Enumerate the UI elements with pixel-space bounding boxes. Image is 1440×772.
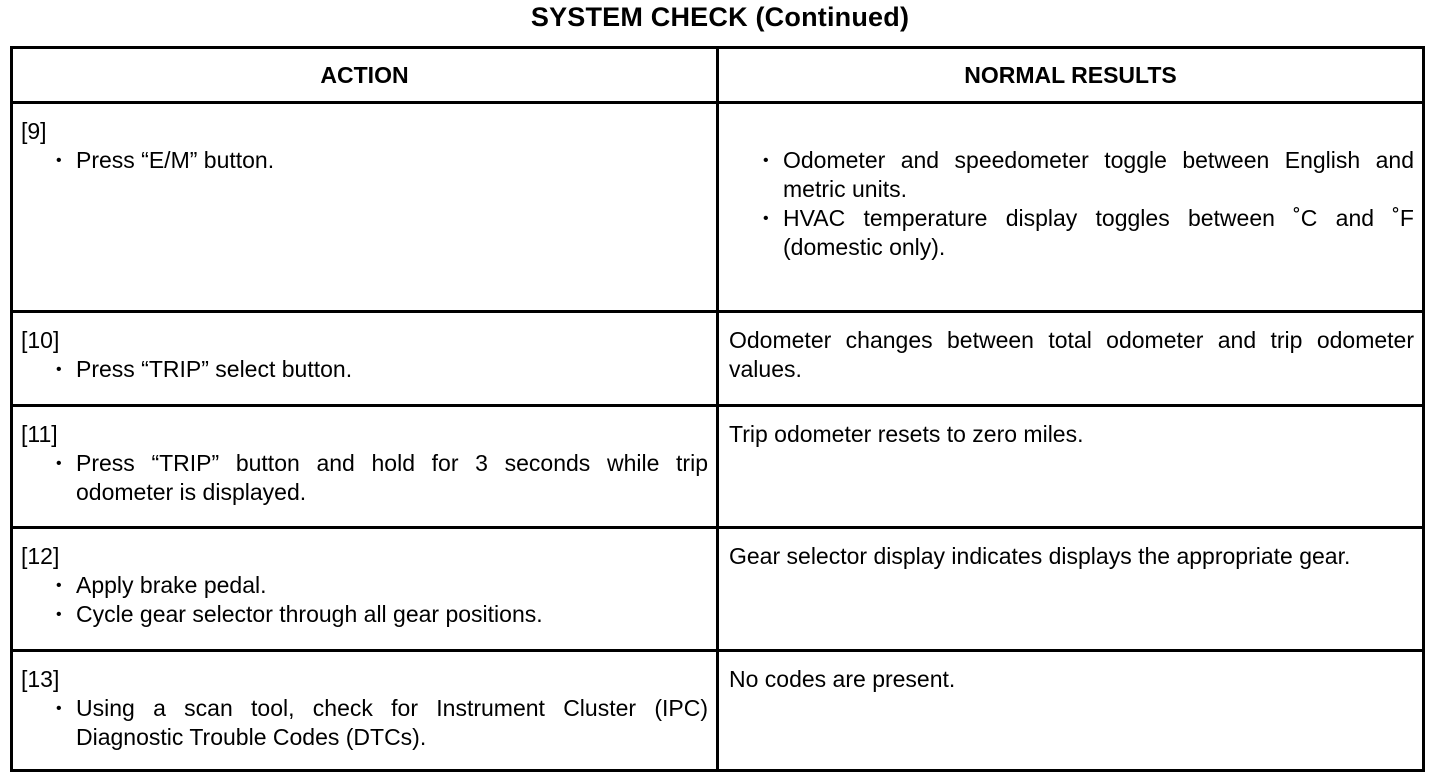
result-cell: Gear selector display indicates displays the appropriate gear. bbox=[718, 528, 1424, 651]
action-item: • Press “TRIP” button and hold for 3 seconds while trip odometer is displayed. bbox=[21, 449, 708, 507]
result-item: • HVAC temperature display toggles between ˚C and ˚F (domestic only). bbox=[729, 204, 1414, 262]
result-cell: Odometer changes between total odometer and trip odometer values. bbox=[718, 312, 1424, 406]
action-item: • Apply brake pedal. bbox=[21, 571, 708, 600]
result-list bbox=[729, 146, 1414, 262]
table-header-row bbox=[12, 48, 1424, 103]
action-cell bbox=[12, 103, 718, 312]
table-row bbox=[12, 312, 1424, 406]
step-number: [11] bbox=[21, 421, 58, 447]
table-row bbox=[12, 406, 1424, 528]
action-cell bbox=[12, 651, 718, 771]
action-list bbox=[21, 355, 708, 384]
page-title: SYSTEM CHECK (Continued) bbox=[530, 2, 910, 32]
action-item: • Press “E/M” button. bbox=[21, 146, 708, 175]
action-item: • Press “TRIP” select button. bbox=[21, 355, 708, 384]
action-cell bbox=[12, 312, 718, 406]
table-row bbox=[12, 651, 1424, 771]
action-item: • Using a scan tool, check for Instrument Cluster (IPC) Diagnostic Trouble Codes (DTCs). bbox=[21, 694, 708, 752]
step-number: [13] bbox=[21, 666, 60, 692]
table-row bbox=[12, 528, 1424, 651]
step-number: [10] bbox=[21, 327, 60, 353]
result-cell: Trip odometer resets to zero miles. bbox=[718, 406, 1424, 528]
action-list bbox=[21, 146, 708, 175]
table-row bbox=[12, 103, 1424, 312]
normal-results-column-header: NORMAL RESULTS bbox=[718, 48, 1424, 103]
action-cell bbox=[12, 528, 718, 651]
action-item: • Cycle gear selector through all gear positions. bbox=[21, 600, 708, 629]
action-column-header: ACTION bbox=[12, 48, 718, 103]
action-list bbox=[21, 571, 708, 629]
step-number: [12] bbox=[21, 543, 60, 569]
result-item: • Odometer and speedometer toggle between English and metric units. bbox=[729, 146, 1414, 204]
action-list bbox=[21, 449, 708, 507]
system-check-table bbox=[10, 46, 1425, 772]
action-cell bbox=[12, 406, 718, 528]
action-list bbox=[21, 694, 708, 752]
result-cell bbox=[718, 103, 1424, 312]
step-number: [9] bbox=[21, 118, 47, 144]
result-cell: No codes are present. bbox=[718, 651, 1424, 771]
